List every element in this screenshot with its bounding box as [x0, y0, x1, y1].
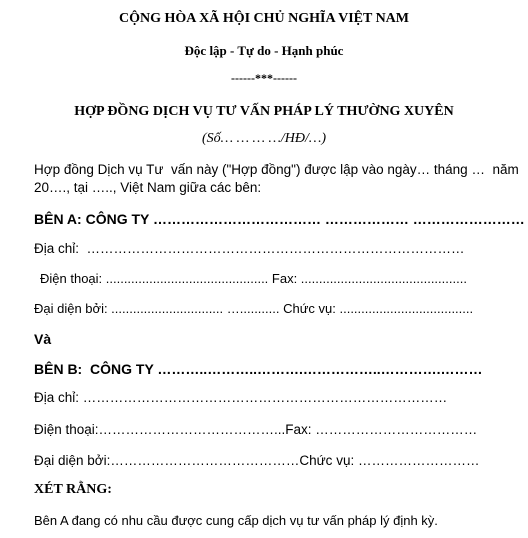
and-label: Và: [34, 331, 52, 347]
document-title: HỢP ĐỒNG DỊCH VỤ TƯ VẤN PHÁP LÝ THƯỜNG XUYÊN: [74, 104, 454, 119]
separator: ------***------: [231, 71, 297, 85]
party-a-title: BÊN A: CÔNG TY ……………………………… ……………… ……………………: [34, 211, 525, 227]
clause-1: Bên A đang có nhu cầu được cung cấp dịch vụ tư vấn pháp lý định kỳ.: [34, 513, 438, 528]
party-b-address: Địa chỉ: ………………………………………………………………………: [34, 390, 448, 405]
party-b-title: BÊN B: CÔNG TY ………..………..……….……………..………….………: [34, 361, 483, 377]
party-a-address: Địa chỉ: …………………………………………………………………………: [34, 241, 465, 256]
country-heading: CỘNG HÒA XÃ HỘI CHỦ NGHĨA VIỆT NAM: [118, 11, 409, 26]
document-number: (Số… … … …/HĐ/…): [201, 131, 327, 146]
party-b-representative: Đại diện bởi:……………………………………Chức vụ: ………………………: [34, 453, 480, 468]
intro-line-1: Hợp đồng Dịch vụ Tư vấn này ("Hợp đồng") được lập vào ngày… tháng … năm: [34, 162, 519, 177]
intro-line-2: 20…., tại ….., Việt Nam giữa các bên:: [34, 180, 262, 195]
motto: Độc lập - Tự do - Hạnh phúc: [184, 43, 344, 58]
whereas-heading: XÉT RẰNG:: [34, 482, 112, 497]
party-b-phone: Điện thoại:…………………………………...Fax: ………………………………: [34, 422, 478, 437]
party-a-representative: Đại diện bởi: ............................... …........... Chức vụ: .....................................: [34, 301, 474, 316]
party-a-phone: Điện thoại: ............................................. Fax: ..............................................: [40, 271, 467, 286]
